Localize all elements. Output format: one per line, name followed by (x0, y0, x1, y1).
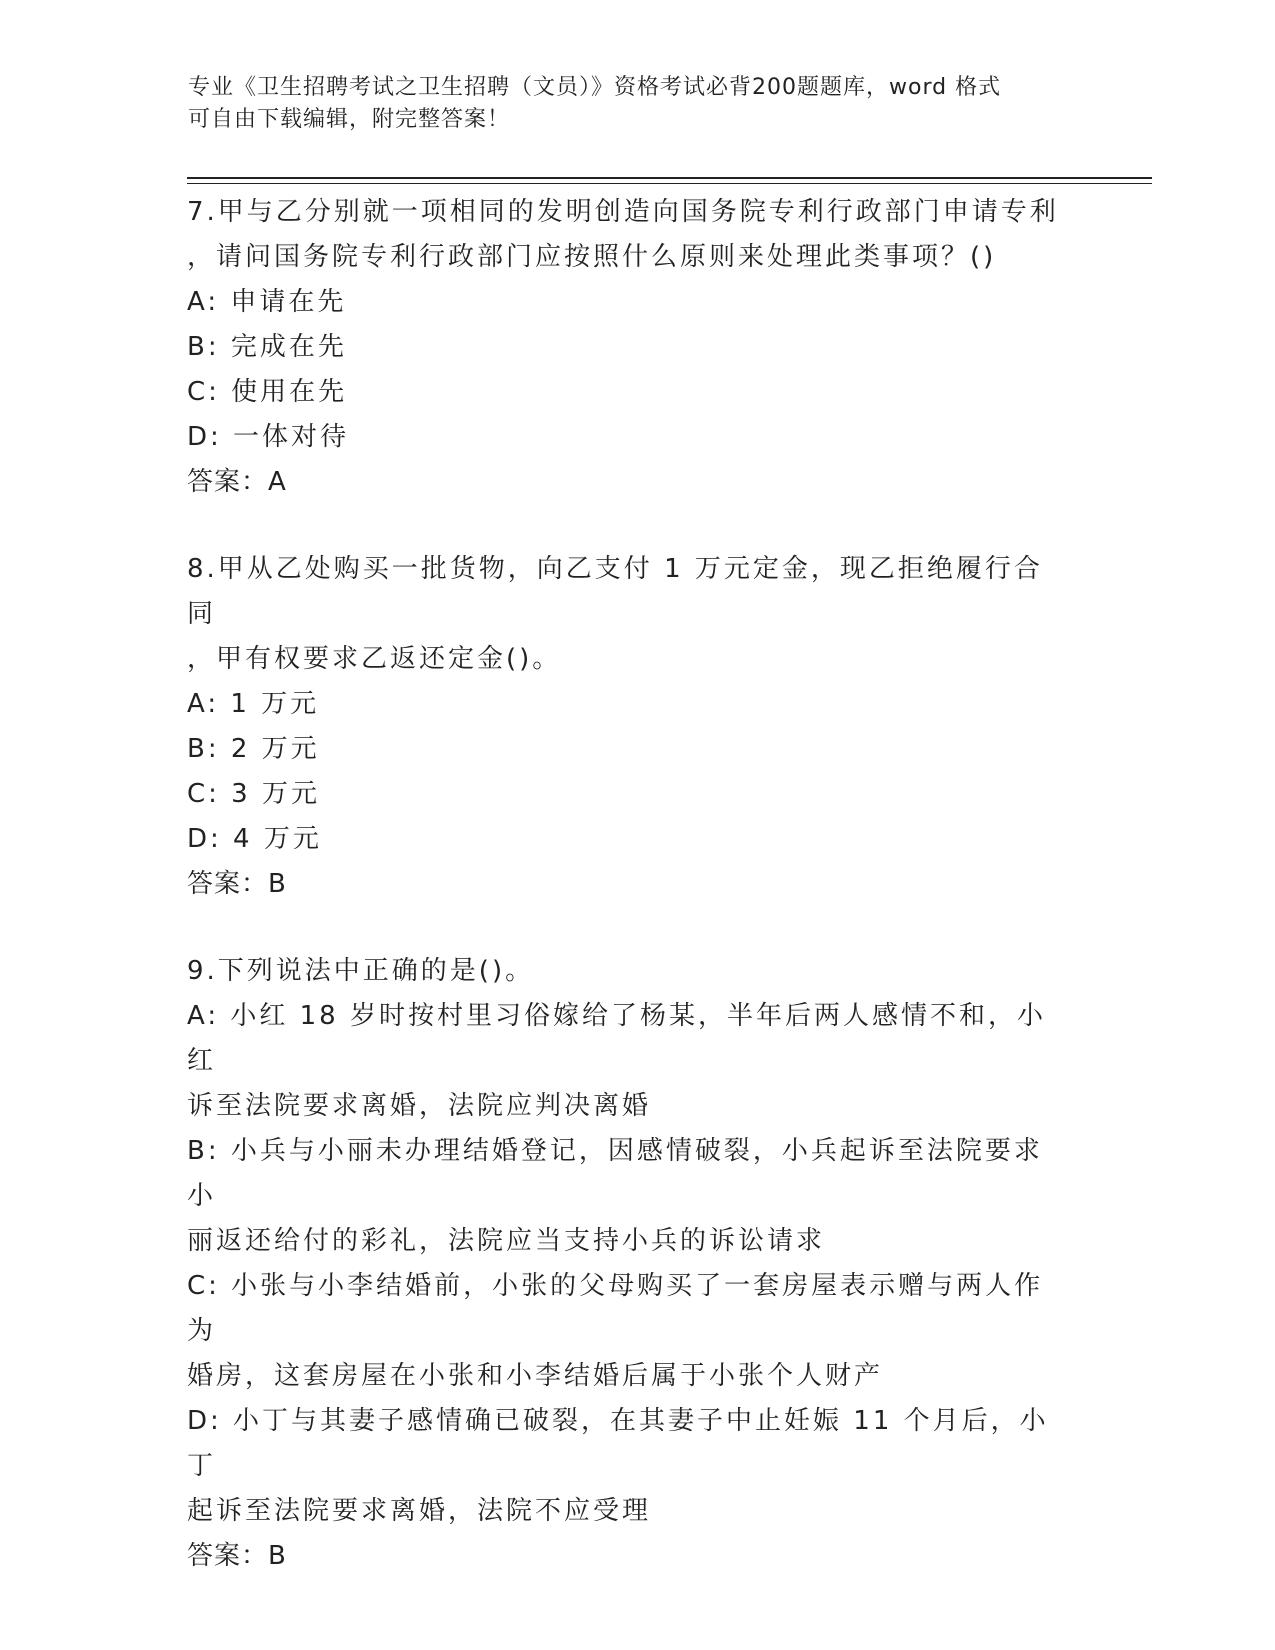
option-c (187, 772, 1067, 817)
question-spacer (187, 505, 1067, 547)
option-a (187, 994, 1067, 1129)
header-line-2: 可自由下载编辑，附完整答案！ (188, 107, 511, 132)
option-a (187, 280, 1067, 325)
option-text: 诉至法院要求离婚，法院应判决离婚 (187, 1091, 652, 1121)
header-line-1: 专业《卫生招聘考试之卫生招聘（文员）》资格考试必背200题题库，word 格式 (188, 75, 1002, 100)
header-divider-thick (187, 177, 1152, 179)
question-list (187, 190, 1067, 1579)
option-text: A: 申请在先 (187, 287, 347, 317)
answer: 答案：B (187, 1541, 287, 1571)
question-spacer (187, 907, 1067, 949)
option-c (187, 1264, 1067, 1399)
option-text: C: 3 万元 (187, 779, 320, 809)
question-stem (187, 190, 1067, 280)
option-b (187, 1129, 1067, 1264)
option-text: 丽返还给付的彩礼，法院应当支持小兵的诉讼请求 (187, 1226, 826, 1256)
question-stem (187, 949, 1067, 994)
option-b (187, 325, 1067, 370)
document-header (188, 72, 1068, 136)
option-text: 婚房，这套房屋在小张和小李结婚后属于小张个人财产 (187, 1361, 884, 1391)
option-b (187, 727, 1067, 772)
question-9 (187, 949, 1067, 1579)
question-7 (187, 190, 1067, 505)
option-text: A: 1 万元 (187, 689, 320, 719)
option-text: B: 2 万元 (187, 734, 320, 764)
answer: 答案：A (187, 467, 287, 497)
question-8 (187, 547, 1067, 907)
option-d (187, 817, 1067, 862)
option-d (187, 415, 1067, 460)
option-text: D: 一体对待 (187, 422, 350, 452)
option-text: 起诉至法院要求离婚，法院不应受理 (187, 1496, 652, 1526)
question-stem-line: 9.下列说法中正确的是()。 (187, 956, 535, 986)
option-text: B: 小兵与小丽未办理结婚登记，因感情破裂，小兵起诉至法院要求小 (187, 1136, 1043, 1211)
option-text: C: 使用在先 (187, 377, 348, 407)
option-c (187, 370, 1067, 415)
option-d (187, 1399, 1067, 1534)
answer: 答案：B (187, 869, 287, 899)
question-stem-line: 7.甲与乙分别就一项相同的发明创造向国务院专利行政部门申请专利 (187, 197, 1059, 227)
header-divider-thin (187, 183, 1152, 184)
question-stem-line: 8.甲从乙处购买一批货物，向乙支付 1 万元定金，现乙拒绝履行合同 (187, 554, 1043, 629)
option-text: C: 小张与小李结婚前，小张的父母购买了一套房屋表示赠与两人作为 (187, 1271, 1044, 1346)
option-a (187, 682, 1067, 727)
option-text: A: 小红 18 岁时按村里习俗嫁给了杨某，半年后两人感情不和，小红 (187, 1001, 1046, 1076)
question-stem (187, 547, 1067, 682)
question-stem-line: ，甲有权要求乙返还定金()。 (187, 644, 562, 674)
question-stem-line: ，请问国务院专利行政部门应按照什么原则来处理此类事项？() (187, 242, 997, 272)
option-text: D: 4 万元 (187, 824, 322, 854)
option-text: D: 小丁与其妻子感情确已破裂，在其妻子中止妊娠 11 个月后，小丁 (187, 1406, 1049, 1481)
option-text: B: 完成在先 (187, 332, 347, 362)
